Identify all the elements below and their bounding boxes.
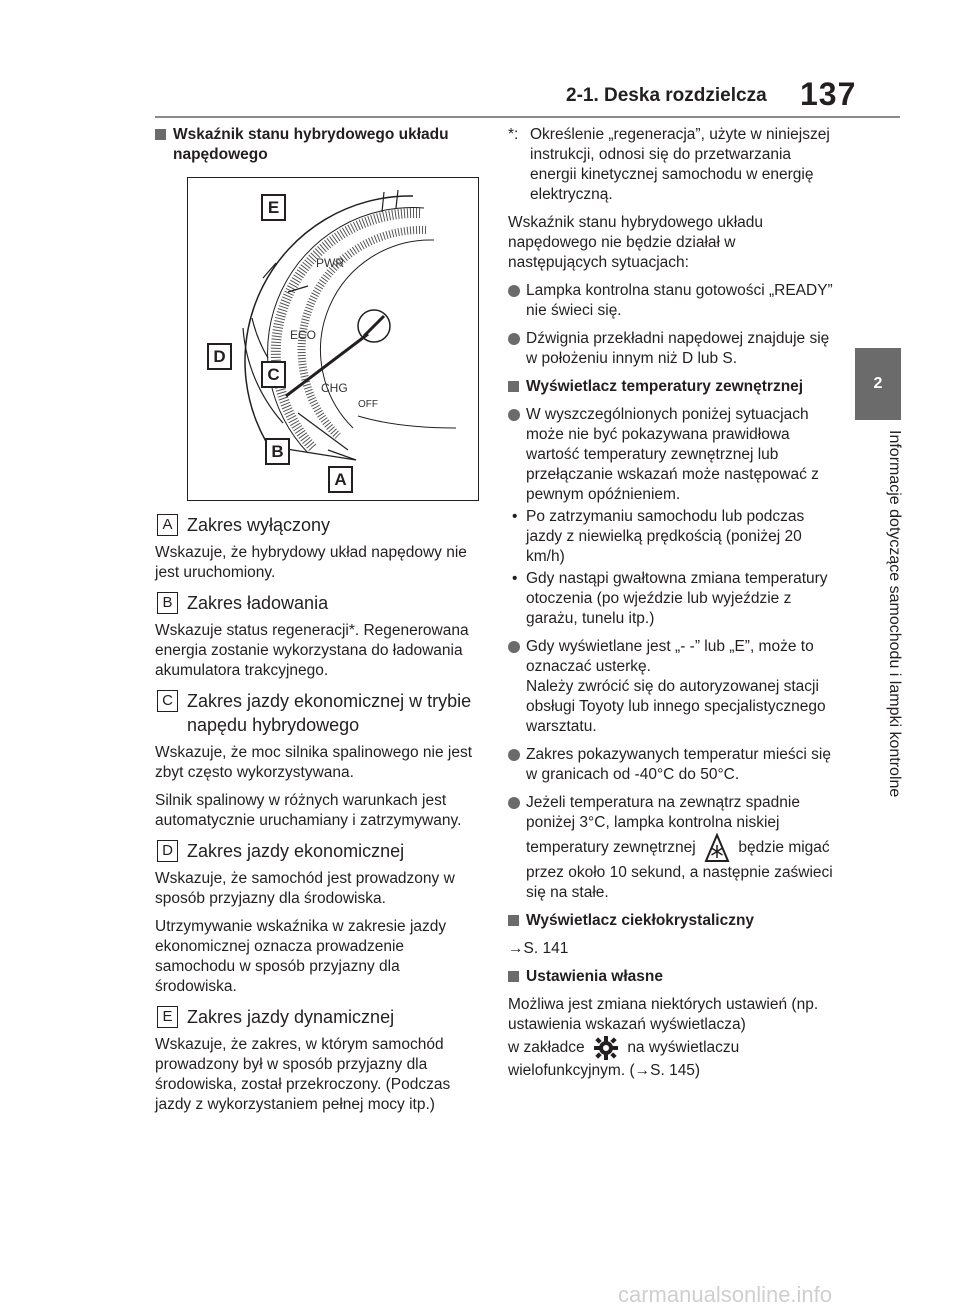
section-a-text: Wskazuje, że hybrydowy układ napędowy nie jest uruchomiony.: [155, 544, 467, 581]
list-item: [508, 281, 838, 321]
page-reference: →S. 141: [508, 940, 569, 957]
hybrid-indicator-figure: [187, 177, 479, 501]
square-bullet-icon: [508, 971, 519, 982]
list-item: [508, 793, 838, 903]
section-c-title: [155, 689, 480, 737]
list-item: [508, 329, 838, 369]
section-c-text-2: Silnik spalinowy w różnych warunkach jest automatycznie uruchamiany i zatrzymywany.: [155, 792, 462, 829]
list-item-text: będzie migać przez około 10 sekund, a następnie zaświeci się na stałe.: [526, 839, 833, 901]
list-item-text: Dźwignia przekładni napędowej znajduje się w położeniu innym niż D lub S.: [526, 330, 830, 367]
section-a-title: [155, 513, 480, 537]
circle-bullet-icon: [508, 285, 520, 297]
section-d-title-text: Zakres jazdy ekonomicznej: [187, 841, 405, 861]
figure-label-b: B: [265, 438, 290, 465]
list-item: [508, 637, 838, 737]
list-item: [508, 405, 838, 629]
section-b-text: Wskazuje status regeneracji*. Regenerowana energia zostanie wykorzystana do ładowania akumulatora trakcyjnego.: [155, 622, 469, 679]
letter-badge: E: [157, 1006, 178, 1028]
chapter-tab: 2: [855, 348, 901, 420]
circle-bullet-icon: [508, 749, 520, 761]
gauge-text-eco: ECO: [290, 328, 317, 342]
circle-bullet-icon: [508, 797, 520, 809]
section-e-title-text: Zakres jazdy dynamicznej: [187, 1007, 395, 1027]
gauge-illustration: [188, 178, 478, 500]
square-bullet-icon: [508, 381, 519, 392]
dash-item: [508, 507, 838, 567]
list-item-text: Lampka kontrolna stanu gotowości „READY” nie świeci się.: [526, 282, 833, 319]
heading-text: Wyświetlacz ciekłokrystaliczny: [526, 912, 755, 929]
list-item-text: Gdy wyświetlane jest „- -” lub „E”, może to oznaczać usterkę.: [526, 638, 814, 675]
figure-label-d: D: [207, 343, 232, 370]
page-number: 137: [800, 76, 857, 112]
list-item-text: W wyszczególnionych poniżej sytuacjach może nie być pokazywana prawidłowa wartość temperatury zewnętrznej lub przełączanie wskazań może następować z pewnym opóźnieniem.: [526, 406, 819, 503]
footnote: [508, 125, 838, 205]
gauge-text-off: OFF: [358, 399, 378, 410]
section-b-title-text: Zakres ładowania: [187, 593, 329, 613]
section-heading: [155, 125, 480, 165]
gauge-text-chg: CHG: [321, 381, 348, 395]
circle-bullet-icon: [508, 641, 520, 653]
list-item-text: Zakres pokazywanych temperatur mieści się w granicach od -40°C do 50°C.: [526, 746, 831, 783]
section-c-title-text: Zakres jazdy ekonomicznej w trybie napędu hybrydowego: [187, 691, 472, 735]
heading-text: Wyświetlacz temperatury zewnętrznej: [526, 378, 804, 395]
circle-bullet-icon: [508, 333, 520, 345]
footnote-text: Określenie „regeneracja”, użyte w niniejszej instrukcji, odnosi się do przetwarzania energii kinetycznej samochodu w energię elektryczną.: [530, 126, 830, 203]
chapter-title-vertical: Informacje dotyczące samochodu i lampki kontrolne: [886, 430, 903, 798]
list-item-text: Należy zwrócić się do autoryzowanej stacji obsługi Toyoty lub innego specjalistycznego warsztatu.: [526, 678, 826, 735]
figure-label-c: C: [261, 361, 286, 388]
section-d-title: [155, 839, 480, 863]
letter-badge: B: [157, 592, 178, 614]
section-c-text-1: Wskazuje, że moc silnika spalinowego nie jest zbyt często wykorzystywana.: [155, 744, 473, 781]
left-column: [155, 125, 480, 1123]
dash-item: [508, 569, 838, 629]
section-e-text: Wskazuje, że zakres, w którym samochód prowadzony był w sposób przyjazny dla środowiska, został przekroczony. (Podczas jazdy z wykorzystaniem pełnej mocy itp.): [155, 1036, 451, 1113]
figure-label-e: E: [261, 194, 286, 221]
gauge-text-pwr: PWR: [316, 256, 344, 270]
settings-text-a: Możliwa jest zmiana niektórych ustawień (np. ustawienia wskazań wyświetlacza): [508, 996, 819, 1033]
section-heading: [508, 911, 838, 931]
low-temperature-warning-icon: [704, 833, 730, 863]
header-rule: [155, 116, 900, 118]
gear-icon: [593, 1035, 619, 1061]
dash-bullet-icon: •: [512, 508, 518, 525]
section-d-text-2: Utrzymywanie wskaźnika w zakresie jazdy ekonomicznej oznacza prowadzenie samochodu w sposób przyjazny dla środowiska.: [155, 918, 447, 995]
circle-bullet-icon: [508, 409, 520, 421]
settings-text: [508, 995, 838, 1081]
list-item-text: Jeżeli temperatura na zewnątrz spadnie poniżej 3°C, lampka kontrolna niskiej temperatury zewnętrznej: [526, 794, 800, 857]
right-column: [508, 125, 838, 1089]
section-e-title: [155, 1005, 480, 1029]
letter-badge: A: [157, 514, 178, 536]
letter-badge: D: [157, 840, 178, 862]
footnote-marker: *:: [508, 126, 519, 143]
settings-text-b2: na wyświetlaczu wielofunkcyjnym. (→S. 145): [508, 1039, 740, 1079]
section-a-title-text: Zakres wyłączony: [187, 515, 331, 535]
intro-text: Wskaźnik stanu hybrydowego układu napędowego nie będzie działał w następujących sytuacjach:: [508, 214, 764, 271]
section-heading: [508, 967, 838, 987]
dash-item-text: Gdy nastąpi gwałtowna zmiana temperatury otoczenia (po wjeździe lub wyjeździe z garażu, tunelu itp.): [526, 570, 828, 627]
figure-label-a: A: [328, 466, 353, 493]
section-b-title: [155, 591, 480, 615]
list-item: [508, 745, 838, 785]
section-d-text-1: Wskazuje, że samochód jest prowadzony w sposób przyjazny dla środowiska.: [155, 870, 455, 907]
heading-text: Ustawienia własne: [526, 968, 663, 985]
heading-text: Wskaźnik stanu hybrydowego układu napędowego: [173, 126, 449, 163]
square-bullet-icon: [508, 915, 519, 926]
header-title: 2-1. Deska rozdzielcza: [566, 85, 767, 106]
section-heading: [508, 377, 838, 397]
square-bullet-icon: [155, 129, 166, 140]
settings-text-b1: w zakładce: [508, 1039, 585, 1057]
letter-badge: C: [157, 690, 178, 712]
dash-item-text: Po zatrzymaniu samochodu lub podczas jazdy z niewielką prędkością (poniżej 20 km/h): [526, 508, 805, 565]
dash-bullet-icon: •: [512, 570, 518, 587]
watermark: carmanualsonline.info: [618, 1282, 833, 1307]
